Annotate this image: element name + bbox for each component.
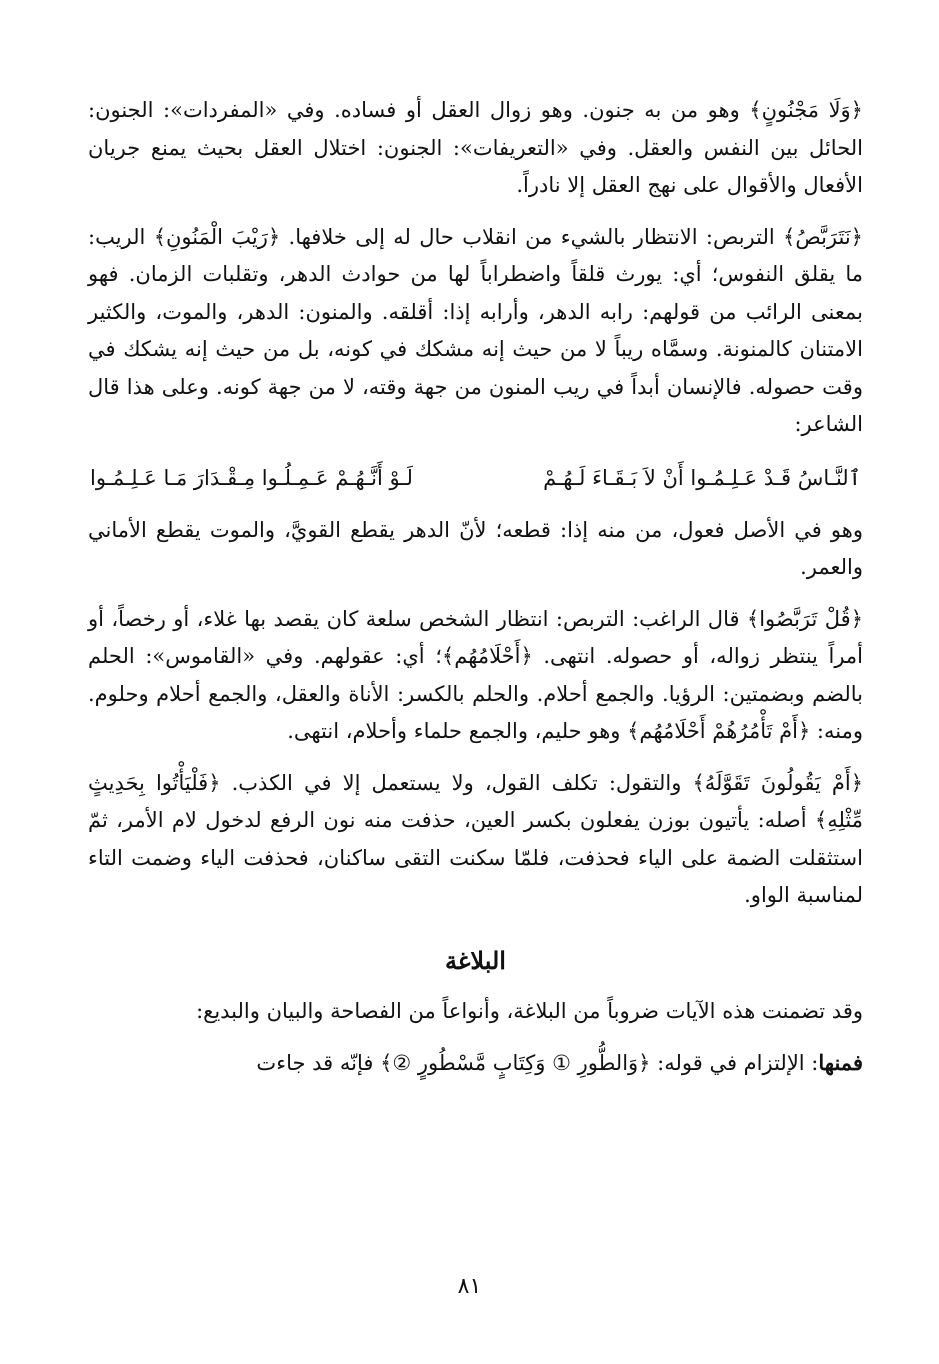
paragraph-tarabbus: ﴿نَتَرَبَّصُ﴾ التربص: الانتظار بالشيء من انقلاب حال له إلى خلافها. ﴿رَيْبَ الْمَنُونِ﴾ الريب: ما يقلق النفوس؛ أي: يورث قلقاً واضطراباً لها من حوادث الدهر، وتقلبات الزمان. فهو بمعنى الرائب من قولهم: رابه الدهر، وأرابه إذا: أقلقه. والمنون: الدهر، والموت، والكثير الامتنان كالمنونة. وسمَّاه ريباً لا من حيث إنه مشكك في كونه، بل من حيث إنه يشكك في وقت حصوله. فالإنسان أبداً في ريب المنون من جهة وقته، لا من جهة كونه. وعلى هذا قال الشاعر: bbox=[88, 224, 863, 436]
paragraph-last-line bbox=[88, 1044, 863, 1083]
page-number: ٨١ bbox=[457, 1274, 482, 1299]
page-body bbox=[88, 92, 863, 1097]
paragraph-rughib: ﴿قُلْ تَرَبَّصُوا﴾ قال الراغب: التربص: انتظار الشخص سلعة كان يقصد بها غلاء، أو رخصاً، أو أمراً ينتظر زواله، أو حصوله. انتهى. ﴿أَحْلَامُهُم﴾؛ أي: عقولهم. وفي «القاموس»: الحلم بالضم وبضمتين: الرؤيا. والجمع أحلام. والحلم بالكسر: الأناة والعقل، والجمع أحلام وحلوم. ومنه: ﴿أَمْ تَأْمُرُهُمْ أَحْلَامُهُم﴾ وهو حليم، والجمع حلماء وأحلام، انتهى. bbox=[88, 606, 863, 743]
verse-right-hemistich: ٱلنَّـاسُ قَـدْ عَـلِـمُـوا أَنْ لاَ بَـقَـاءَ لَـهُـمْ bbox=[543, 465, 861, 490]
paragraph-intro: وقد تضمنت هذه الآيات ضروباً من البلاغة، وأنواعاً من الفصاحة والبيان والبديع: bbox=[196, 998, 863, 1023]
verse-left-hemistich: لَـوْ أَنَّـهُـمْ عَـمِـلُـوا مِـقْـدَارَ مَـا عَـلِـمُـوا bbox=[90, 465, 413, 490]
poetry-verse bbox=[88, 458, 863, 498]
last-line-lead: فمنها bbox=[818, 1050, 863, 1075]
last-line-rest: : الإلتزام في قوله: ﴿وَالطُّورِ ① وَكِتَابٍ مَّسْطُورٍ ②﴾ فإنّه قد جاءت bbox=[256, 1051, 819, 1075]
section-title: البلاغة bbox=[445, 945, 506, 975]
paragraph-majnun: ﴿وَلَا مَجْنُونٍ﴾ وهو من به جنون. وهو زوال العقل أو فساده. وفي «المفردات»: الجنون: الحائل بين النفس والعقل. وفي «التعريفات»: الجنون: اختلال العقل بحيث يمنع جريان الأفعال والأقوال على نهج العقل إلا نادراً. bbox=[88, 98, 863, 197]
paragraph-faool: وهو في الأصل فعول، من منه إذا: قطعه؛ لأنّ الدهر يقطع القويَّ، والموت يقطع الأماني والعمر. bbox=[88, 517, 863, 579]
paragraph-taqawwul: ﴿أَمْ يَقُولُونَ تَقَوَّلَهُ﴾ والتقول: تكلف القول، ولا يستعمل إلا في الكذب. ﴿فَلْيَأْتُوا بِحَدِيثٍ مِّثْلِهِ﴾ أصله: يأتيون بوزن يفعلون بكسر العين، حذفت منه نون الرفع لدخول لام الأمر، ثمّ استثقلت الضمة على الياء فحذفت، فلمّا سكنت التقى ساكنان، فحذفت الياء وضمت التاء لمناسبة الواو. bbox=[88, 770, 863, 907]
